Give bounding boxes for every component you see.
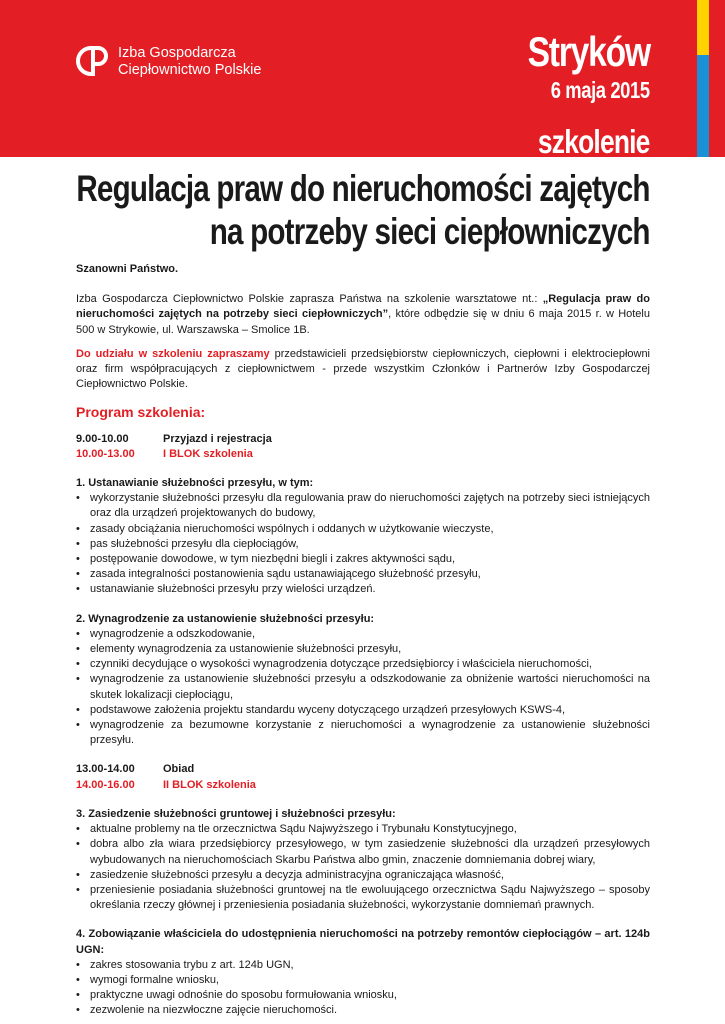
invite-text: przedstawicieli przedsiębiorstw ciepłowniczych, ciepłowni i elektrociepłowni oraz firm współpracujących z ciepłownictwem - przede wszystkim Członków i Partnerów Izby Gospodarczej Ciepłownictwo Polskie.	[76, 347, 651, 391]
list-item: • wykorzystanie służebności przesyłu dla regulowania praw do nieruchomości zajętych na potrzeby sieci istniejących oraz dla urządzeń projektowanych do budowy,	[76, 491, 650, 521]
schedule-label: Przyjazd i rejestracja	[163, 432, 272, 445]
blue-stripe	[697, 55, 709, 157]
list-item: • czynniki decydujące o wysokości wynagrodzenia dotyczące przedsiębiorcy i właściciela nieruchomości,	[76, 657, 650, 672]
igcp-logo-icon	[76, 44, 110, 78]
intro-paragraph	[76, 292, 650, 338]
schedule-row	[76, 762, 650, 777]
event-city: Stryków	[527, 28, 650, 75]
list-item: • wynagrodzenie a odszkodowanie,	[76, 627, 650, 642]
program-heading: Program szkolenia:	[76, 404, 206, 421]
intro-text-a: Izba Gospodarcza Ciepłownictwo Polskie zaprasza Państwa na szkolenie warsztatowe nt.:	[76, 293, 543, 306]
title-line-2: na potrzeby sieci ciepłowniczych	[210, 211, 650, 252]
organization-name	[118, 45, 261, 78]
org-line-2: Ciepłownictwo Polskie	[118, 61, 262, 78]
event-type: szkolenie	[538, 123, 650, 160]
section-3-title: 3. Zasiedzenie służebności gruntowej i służebności przesyłu:	[76, 807, 396, 820]
schedule-time: 10.00-13.00	[76, 447, 135, 460]
intro-topic: „Regulacja praw do nieruchomości zajętych na potrzeby sieci ciepłowniczych”	[76, 293, 650, 321]
list-item: • zasada integralności postanowienia sądu ustanawiającego służebność przesyłu,	[76, 567, 650, 582]
document-body	[76, 262, 650, 1019]
schedule-label: Obiad	[163, 763, 195, 776]
list-item: • aktualne problemy na tle orzecznictwa Sądu Najwyższego i Trybunału Konstytucyjnego,	[76, 822, 650, 837]
greeting: Szanowni Państwo.	[76, 263, 179, 275]
invite-lead: Do udziału w szkoleniu zapraszamy	[76, 347, 270, 360]
section-3-list	[76, 822, 650, 913]
schedule-row	[76, 447, 650, 462]
schedule-row	[76, 778, 650, 793]
list-item: • postępowanie dowodowe, w tym niezbędni biegli i zakres aktywności sądu,	[76, 552, 650, 567]
schedule-block-2	[76, 762, 650, 792]
schedule-time: 9.00-10.00	[76, 432, 129, 445]
list-item: • wynagrodzenie za bezumowne korzystanie z nieruchomości a wynagrodzenie za ustanowienie służebności przesyłu.	[76, 718, 650, 748]
section-4-title: 4. Zobowiązanie właściciela do udostępnienia nieruchomości na potrzeby remontów ciepłociągów – art. 124b UGN:	[76, 928, 650, 956]
list-item: • wynagrodzenie za ustanowienie służebności przesyłu a odszkodowanie za obniżenie wartości nieruchomości na skutek lokalizacji ciepłociągu,	[76, 672, 650, 702]
section-2-list	[76, 627, 650, 749]
schedule-row	[76, 432, 650, 447]
schedule-time: 13.00-14.00	[76, 763, 135, 776]
schedule-time: 14.00-16.00	[76, 778, 135, 791]
list-item: • pas służebności przesyłu dla ciepłociągów,	[76, 537, 650, 552]
section-4-list	[76, 958, 650, 1019]
list-item: • zasady obciążania nieruchomości wspólnych i oddanych w użytkowanie wieczyste,	[76, 522, 650, 537]
section-1-title: 1. Ustanawianie służebności przesyłu, w tym:	[76, 477, 314, 490]
list-item: • ustanawianie służebności przesyłu przy wielości urządzeń.	[76, 582, 650, 597]
intro-text-c: , które odbędzie się w dniu 6 maja 2015 r. w Hotelu 500 w Strykowie, ul. Warszawska – Smolice 1B.	[76, 308, 650, 336]
yellow-stripe	[697, 0, 709, 55]
event-date: 6 maja 2015	[551, 77, 650, 103]
list-item: • dobra albo zła wiara przedsiębiorcy przesyłowego, w tym zasiedzenie służebności dla urządzeń przesyłowych wybudowanych na nieruchomościach Skarbu Państwa albo gmin, znaczenie domniemania dobrej wiary,	[76, 837, 650, 867]
list-item: • zakres stosowania trybu z art. 124b UGN,	[76, 958, 650, 973]
list-item: • wymogi formalne wniosku,	[76, 973, 650, 988]
org-line-1: Izba Gospodarcza	[118, 45, 236, 61]
list-item: • podstawowe założenia projektu standardu wyceny dotyczącego urządzeń przesyłowych KSWS-4,	[76, 703, 650, 718]
list-item: • przeniesienie posiadania służebności gruntowej na tle ewoluującego orzecznictwa Sądu Najwyższego – sposoby określania rzeczy głównej i przeniesienia posiadania służebności, wykorzystanie domniemań prawnych.	[76, 883, 650, 913]
document-title	[77, 167, 650, 253]
title-line-1: Regulacja praw do nieruchomości zajętych	[76, 168, 650, 209]
schedule-block-1	[76, 432, 650, 462]
section-2-title: 2. Wynagrodzenie za ustanowienie służebności przesyłu:	[76, 612, 375, 625]
schedule-label: II BLOK szkolenia	[163, 778, 256, 791]
invite-paragraph	[76, 347, 650, 393]
list-item: • elementy wynagrodzenia za ustanowienie służebności przesyłu,	[76, 642, 650, 657]
section-1-list	[76, 491, 650, 597]
schedule-label: I BLOK szkolenia	[163, 447, 253, 460]
list-item: • zezwolenie na niezwłoczne zajęcie nieruchomości.	[76, 1003, 650, 1018]
list-item: • praktyczne uwagi odnośnie do sposobu formułowania wniosku,	[76, 988, 650, 1003]
list-item: • zasiedzenie służebności przesyłu a decyzja administracyjna ograniczająca własność,	[76, 868, 650, 883]
